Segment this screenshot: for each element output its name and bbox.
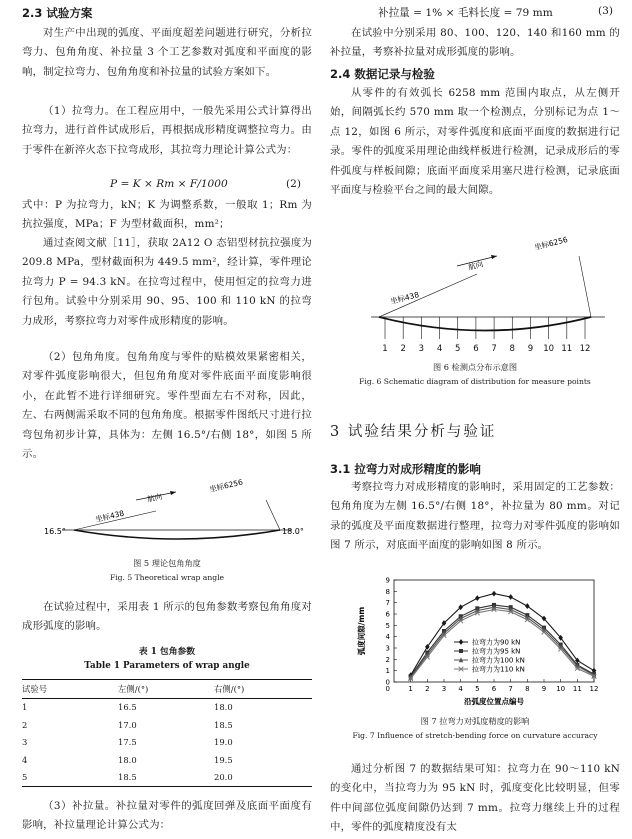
paragraph: 式中：P 为拉弯力，kN；K 为调整系数，一般取 1；Rm 为抗拉强度，MPa；F 为型材截面积，mm²； [22,199,312,231]
table-row [22,751,312,769]
section-3-1-title: 3.1 拉弯力对成形精度的影响 [330,462,481,476]
table-1 [22,679,312,787]
table-row [22,734,312,752]
x-tick-label: 12 [589,685,599,693]
table-1-title-cn: 表 1 包角参数 [138,647,196,657]
formula-2: P = K × Rm × F/1000 [110,178,228,190]
legend-entry: 拉弯力为100 kN [472,656,525,665]
table-row [22,769,312,787]
coord-6256-label: 坐标6256 [208,477,244,494]
data-point [459,649,463,653]
legend [454,638,525,674]
table-cell: 17.5 [118,737,137,748]
section-2-4-title: 2.4 数据记录与检验 [330,67,435,81]
paragraph: 考察拉弯力对成形精度的影响时，采用固定的工艺参数：包角角度为左侧 16.5°/右侧 18°，补拉量为 80 mm。对记录的弧度及平面度数据进行整理，拉弯力对零件弧度的影响如图 7 所示，对底面平面度的影响如图 8 所示。 [330,481,620,552]
table-cell: 17.0 [118,719,137,730]
data-point [492,591,497,597]
x-tick-label: 2 [425,685,430,693]
table-row [22,698,312,716]
table-header-cell: 试验号 [22,683,48,694]
part-arc [379,317,591,331]
table-cell: 5 [22,772,28,783]
x-tick-label: 5 [475,685,480,693]
arrowhead [491,255,497,259]
figure-7-caption-cn: 图 7 拉弯力对弧度精度的影响 [420,716,530,726]
measure-point-label: 6 [473,344,479,354]
leader-line [266,500,280,530]
table-cell: 2 [22,719,28,730]
table-cell: 19.5 [214,754,233,765]
figure-5-caption-cn: 图 5 理论包角角度 [133,558,201,568]
data-point [459,639,464,645]
measure-point-label: 10 [543,344,555,354]
paragraph: 通过分析图 7 的数据结果可知：拉弯力在 90～110 kN 的变化中，当拉弯力为 95 kN 时，弧度变化比较明显，但零件中间部位弧度间隙仍达到 7 mm。拉弯力继续上升的过程中，零件的弧度精度没有太 [330,763,620,834]
x-tick-label: 11 [572,685,582,693]
table-cell: 3 [22,737,28,748]
figure-7-caption-en: Fig. 7 Influence of stretch-bending force on curvature accuracy [352,731,598,740]
legend-entry: 拉弯力为90 kN [472,638,521,647]
measure-point-label: 3 [418,344,425,354]
x-tick-label: 6 [491,685,497,693]
coord-438-label: 坐标438 [389,290,420,306]
y-tick-label: 3 [385,644,390,653]
coord-438-label: 坐标438 [94,508,126,524]
x-tick-label: 4 [458,685,463,693]
formula-3: 补拉量 = 1% × 毛料长度 = 79 mm [378,7,553,19]
table-header-cell: 左侧/(°) [118,683,149,694]
measure-point-label: 8 [509,344,515,354]
x-tick-label: 7 [508,685,513,693]
measure-points [382,317,590,354]
measure-point-label: 11 [561,344,573,354]
paragraph: 对生产中出现的弧度、平面度超差问题进行研究，分析拉弯力、包角角度、补拉量 3 个工艺参数对弧度和平面度的影响，制定拉弯力、包角角度和补拉量的试验方案如下。 [22,27,312,78]
left-angle-label: 16.5° [44,527,66,536]
paragraph: 在试验中分别采用 80、100、120、140 和160 mm 的补拉量，考察补拉量对成形弧度的影响。 [330,27,620,59]
paragraph: （2）包角角度。包角角度与零件的贴模效果紧密相关，对零件弧度影响很大，但包角角度对零件底面平面度影响很小，在此暂不进行详细研究。零件型面左右不对称，因此，左、右两侧需采取不同的包角角度。根据零件图纸尺寸进行拉弯包角初步计算，具体为：左侧 16.5°/右侧 18°，如图 5 所示。 [22,351,312,461]
y-tick-label: 1 [385,667,390,676]
paragraph: 通过查阅文献［11］，获取 2A12 O 态铝型材抗拉强度为 209.8 MPa，型材截面积为 449.5 mm²，经计算，零件理论拉弯力 P = 94.3 kN。在拉弯过程中，使用恒定的拉弯力进行包角。试验中分别采用 90、95、100 和 110 kN 的拉弯力成形，考察拉弯力对零件成形精度的影响。 [22,237,312,327]
equation-number: (3) [598,5,614,17]
y-tick-label: 2 [385,655,390,664]
x-tick-label: 0 [385,685,390,693]
table-cell: 18.5 [214,719,233,730]
x-tick-label: 8 [525,685,530,693]
table-cell: 16.5 [118,702,137,713]
y-tick-label: 6 [385,610,390,619]
measure-point-label: 1 [382,344,388,354]
figure-6-caption-en: Fig. 6 Schematic diagram of distribution for measure points [359,377,591,386]
measure-point-label: 12 [579,344,591,354]
legend-entry: 拉弯力为110 kN [472,665,525,674]
figure-6-caption-cn: 图 6 检测点分布示意图 [432,362,518,372]
x-tick-label: 9 [541,685,547,693]
table-cell: 1 [22,702,28,713]
y-tick-label: 4 [385,633,390,642]
leader-line [579,256,591,317]
y-tick-label: 7 [385,599,390,608]
y-tick-label: 5 [385,621,390,630]
right-angle-label: 18.0° [282,527,304,536]
table-cell: 18.0 [118,754,137,765]
figure-5-diagram [44,477,304,546]
paragraph: （3）补拉量。补拉量对零件的弧度回弹及底面平面度有影响，补拉量理论计算公式为： [22,800,312,832]
x-tick-label: 10 [556,685,566,693]
data-point [508,594,513,600]
wrap-arc [74,530,280,539]
measure-point-label: 5 [455,344,461,354]
table-header-row [22,680,312,699]
table-header-cell: 右侧/(°) [214,683,245,694]
coord-6256-label: 坐标6256 [533,234,569,252]
y-tick-label: 8 [385,587,390,596]
measure-point-label: 4 [436,344,443,354]
table-cell: 20.0 [214,772,233,783]
section-2-3-title: 2.3 试验方案 [22,6,93,20]
equation-number: (2) [286,178,302,190]
y-tick-label: 0 [385,678,390,687]
legend-entry: 拉弯力为95 kN [472,647,521,656]
table-cell: 18.0 [214,702,233,713]
data-point [475,595,480,601]
data-point [525,603,530,609]
x-axis-label: 沿弧度位置点编号 [464,697,524,706]
paragraph: （1）拉弯力。在工程应用中，一般先采用公式计算得出拉弯力，进行首件试成形后，再根据成形精度调整拉弯力。由于零件在新淬火态下拉弯成形，其拉弯力理论计算公式为： [22,105,312,156]
figure-7-chart [350,572,610,712]
direction-label: 航向 [146,491,164,504]
table-1-title-en: Table 1 Parameters of wrap angle [84,661,250,671]
x-tick-label: 3 [441,685,447,693]
arrowhead [170,491,176,495]
y-axis-label: 弧度间隙/mm [357,606,366,656]
x-tick-label: 1 [408,685,413,693]
measure-point-label: 2 [400,344,406,354]
y-tick-label: 9 [385,576,390,585]
direction-label: 航向 [467,259,485,272]
figure-5-caption-en: Fig. 5 Theoretical wrap angle [109,573,224,582]
table-cell: 18.5 [118,772,137,783]
table-cell: 4 [22,754,28,765]
measure-point-label: 7 [491,344,497,354]
section-3-title: 3 试验结果分析与验证 [330,424,497,440]
table-row [22,716,312,734]
measure-point-label: 9 [527,344,534,354]
paragraph: 在试验过程中，采用表 1 所示的包角参数考察包角角度对成形弧度的影响。 [22,601,312,633]
figure-6-diagram [365,232,625,362]
paragraph: 从零件的有效弧长 6258 mm 范围内取点，从左侧开始，间隔弧长约 570 mm 取一个检测点，分别标记为点 1～点 12，如图 6 所示，对零件弧度和底面平面度的数据进行记录。零件的弧度采用理论曲线样板进行检测，记录成形后的零件弧度与样板间隙；底面平面度采用塞尺进行检测，记录底面平面度与检验平台之间的最大间隙。 [330,87,620,197]
table-cell: 19.0 [214,737,233,748]
